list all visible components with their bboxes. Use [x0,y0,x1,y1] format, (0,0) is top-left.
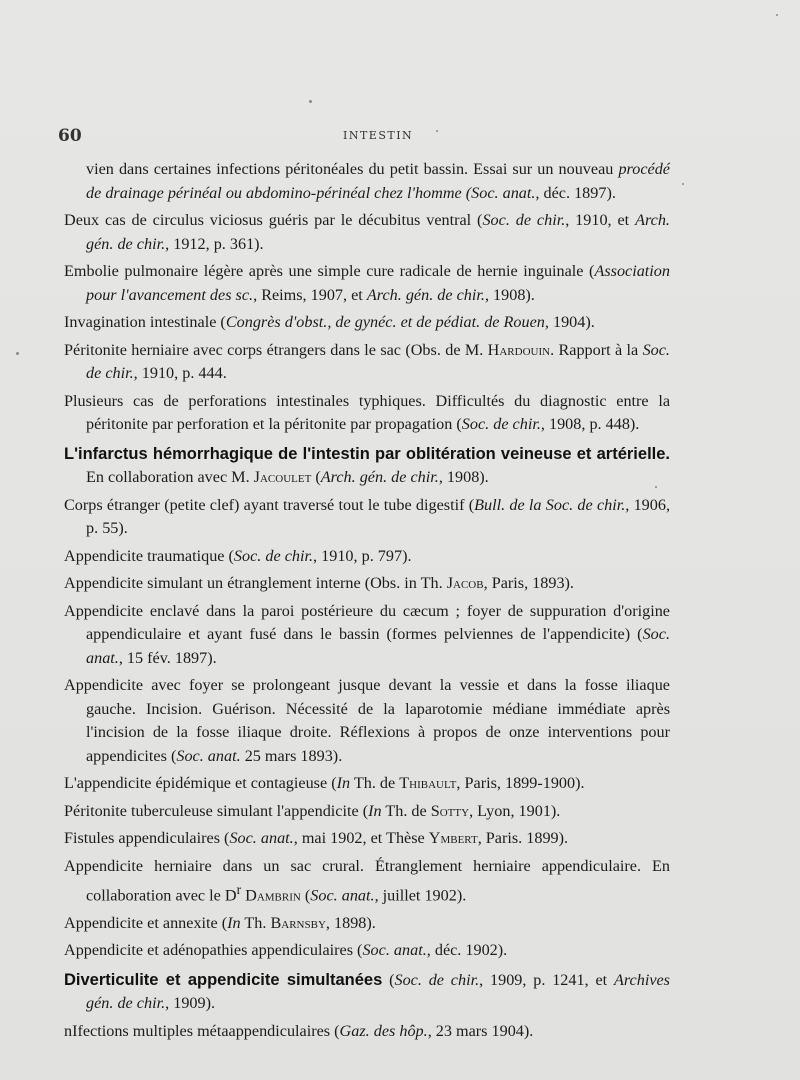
entry-text: , 1909). [165,994,216,1013]
page-number: 60 [58,126,82,146]
entry-citation: Congrès d'obst., de gynéc. et de pédiat. de Rouen, [225,313,549,331]
entry-text: Appendicite enclavé dans la paroi postérieure du cæcum ; foyer de suppuration d'origine appendiculaire et ayant fusé dans le bassin (formes pelviennes de l'appendicite) ( [64,601,670,643]
bibliography-entry [64,600,670,671]
entry-text: , 15 fév. 1897). [118,648,217,667]
entry-text: Invagination intestinale ( [64,313,226,331]
entry-text: , 1910, p. 797). [313,546,412,565]
entry-text: , Paris, 1899-1900). [456,774,585,792]
bibliography-entry [64,827,670,851]
entry-citation: Association pour l'avancement des sc. [86,262,670,304]
entry-text: r [236,882,242,897]
entry-author-name: Hardouin [487,340,551,359]
entry-citation: Archives gén. de chir. [86,970,670,1013]
entry-citation: Arch. gén. de chir. [86,211,670,253]
bibliography-entry [64,572,670,596]
entry-text: , 1908, p. 448). [540,415,640,433]
entry-citation: Soc. anat. [176,746,241,765]
bibliography-entry [64,772,670,796]
entry-text: Th. de [350,774,400,792]
entry-text: , 1906, p. 55). [86,495,670,537]
entry-text: Appendicite herniaire dans un sac crural. Étranglement herniaire appendiculaire. En collaboration avec le D [64,856,670,905]
entry-text: Appendicite et annexite ( [64,913,228,932]
bibliography-entry [64,311,670,335]
entry-author-name: Dambrin [245,886,301,905]
entry-text: Deux cas de circulus viciosus guéris par le décubitus ventral ( [64,211,483,229]
entry-title-bold: Diverticulite et appendicite simultanées [64,970,383,989]
entry-text: ( [311,468,321,486]
entry-text: , 1909, p. 1241, et [479,970,614,989]
entry-text: Corps étranger (petite clef) ayant traversé tout le tube digestif ( [64,495,475,514]
running-title: INTESTIN [343,129,414,142]
bibliography-entry [64,209,670,256]
entry-citation: In [368,801,382,820]
entry-text: , 1908). [438,468,489,486]
entry-citation: Gaz. des hôp. [339,1021,428,1040]
entry-text: Th. de [381,801,431,820]
entry-text: , 1912, p. 361). [165,234,264,253]
entry-citation: Soc. de chir. [233,546,314,565]
entry-text: , 1910, et [565,211,636,229]
bibliography-entry-continuation [64,158,670,205]
entry-citation: Soc. anat. [310,886,375,905]
entry-citation: Soc. de chir. [394,970,480,989]
scan-speck [309,100,312,103]
entry-text: Plusieurs cas de perforations intestinales typhiques. Difficultés du diagnostic entre la péritonite par perforation et la péritonite par propagation ( [64,391,670,433]
entry-citation: Soc. anat. [229,829,294,847]
entry-citation: Soc. de chir. [86,340,670,382]
entry-text: , 23 mars 1904). [427,1021,534,1040]
bibliography-entry [64,494,670,541]
bibliography-entry [64,855,670,908]
entry-text: Péritonite tuberculeuse simulant l'appendicite ( [64,801,369,820]
entry-citation: Bull. de la Soc. de chir. [474,495,626,514]
entry-text: déc. 1897). [539,183,616,202]
entry-title-bold: L'infarctus hémorrhagique de l'intestin par oblitération veineuse et artérielle. [64,444,670,463]
entry-text: Embolie pulmonaire légère après une simple cure radicale de hernie inguinale ( [64,262,595,280]
entry-citation: Soc. de chir. [461,415,541,433]
entry-text: ( [300,886,311,905]
entry-text: Appendicite avec foyer se prolongeant jusque devant la vessie et dans la fosse iliaque gauche. Incision. Guérison. Nécessité de la laparotomie médiane immédiate après l'incision de la fosse iliaque droite. Réflexions à propos de onze interventions pour appendicites ( [64,676,670,765]
entry-citation: Soc. anat. [362,941,427,960]
entry-text: L'appendicite épidémique et contagieuse ( [64,774,337,792]
entry-text: Fistules appendiculaires ( [64,829,230,847]
entry-text: 1904). [548,313,595,331]
entry-citation: Arch. gén. de chir. [320,468,439,486]
entry-author-name: Barnsby [270,913,326,932]
entry-citation: Arch. gén. de chir. [366,285,485,304]
entry-citation: procédé de drainage périnéal ou abdomino-périnéal chez l'homme (Soc. anat., [86,160,670,202]
entry-text: , mai 1902, et Thèse [293,829,429,847]
entry-author-name: Thibault [399,774,457,792]
entry-text: , Lyon, 1901). [469,801,561,820]
entry-text: , Paris, 1893). [483,574,574,592]
entry-text: En collaboration avec M. [86,468,254,486]
entry-text: , 1898). [325,913,376,932]
scan-speck [682,183,684,185]
bibliography-entry [64,443,670,490]
bibliography-entry [64,800,670,824]
bibliography-entry [64,1020,670,1044]
entry-citation: In [227,913,241,932]
scan-speck [16,352,19,355]
entry-author-name: Jacob [446,574,484,592]
entry-text: , Reims, 1907, et [253,285,367,304]
bibliography-entry [64,390,670,437]
entry-author-name: Ymbert [428,829,478,847]
entry-text: vien dans certaines infections péritonéales du petit bassin. Essai sur un nouveau [86,160,619,178]
bibliography-entry [64,939,670,963]
entry-text: 25 mars 1893). [240,746,343,765]
entry-citation: Soc. anat. [86,625,670,667]
scan-speck [776,14,778,16]
entry-citation: In [336,774,351,792]
entry-text: Th. [240,913,271,932]
entry-text: nIfections multiples métaappendiculaires ( [64,1021,340,1040]
entry-text: ( [382,970,395,989]
entry-text: , 1908). [484,285,535,304]
entry-text: , 1910, p. 444. [133,364,227,382]
entry-citation: Soc. de chir. [482,211,566,229]
entry-text: , Paris. 1899). [477,829,569,847]
bibliography-entry [64,260,670,307]
entry-text: . Rapport à la [550,340,643,359]
entry-author-name: Jacoulet [253,468,312,486]
entry-text: Appendicite et adénopathies appendiculaires ( [64,941,363,960]
entry-author-name: Sotty [430,801,470,820]
entry-text: Appendicite traumatique ( [64,546,234,565]
entry-text: Péritonite herniaire avec corps étrangers dans le sac (Obs. de M. [64,340,488,359]
bibliography-entry [64,545,670,569]
entry-text: , déc. 1902). [426,941,508,960]
page-header [58,126,618,148]
bibliography-list [64,158,670,1047]
entry-text: , juillet 1902). [374,886,467,905]
bibliography-entry [64,912,670,936]
bibliography-entry [64,674,670,768]
bibliography-entry [64,339,670,386]
entry-text: Appendicite simulant un étranglement interne (Obs. in Th. [64,574,447,592]
bibliography-entry [64,969,670,1016]
